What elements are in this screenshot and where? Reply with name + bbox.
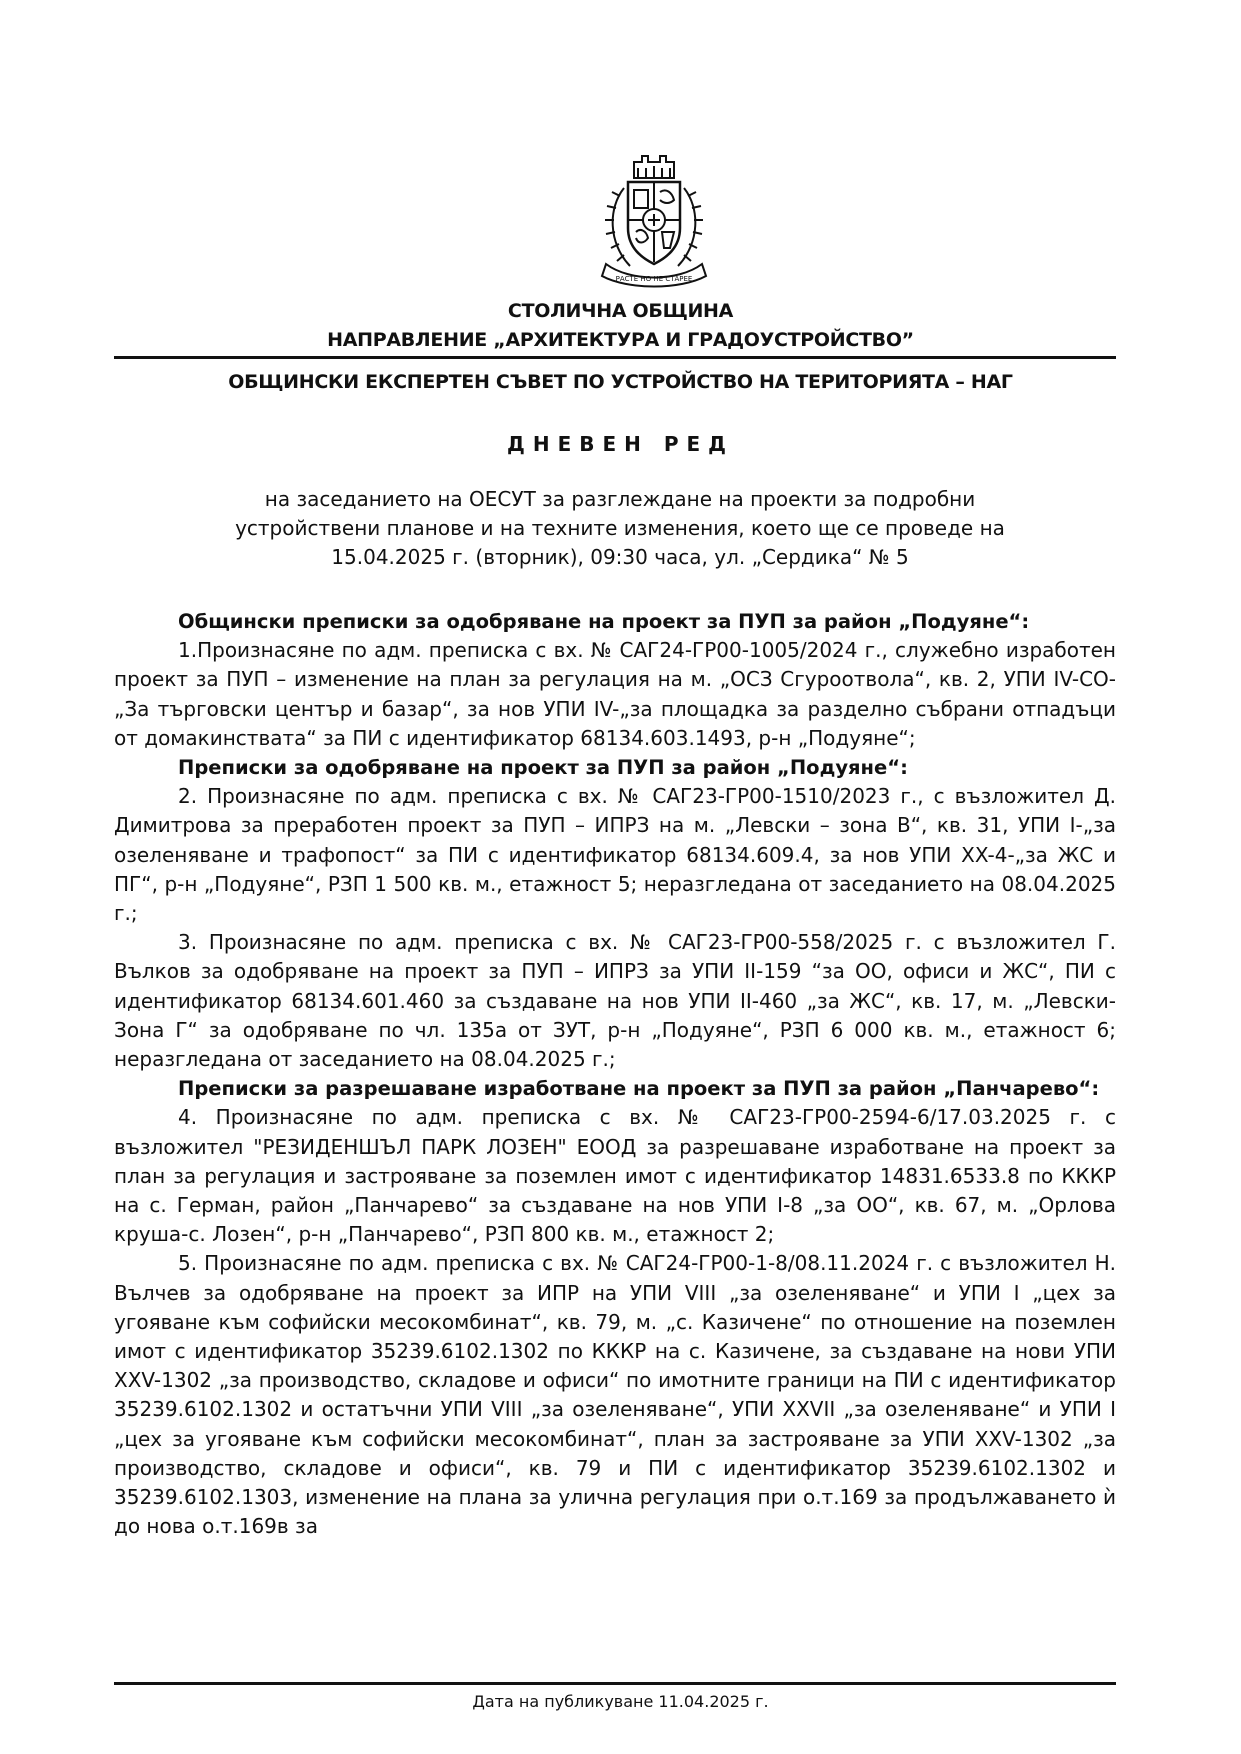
publication-date: Дата на публикуване 11.04.2025 г. <box>472 1692 769 1711</box>
agenda-item: 1.Произнасяне по адм. преписка с вх. № САГ24-ГР00-1005/2024 г., служебно изработен проект за ПУП – изменение на план за регулация на м. „ОСЗ Сгуроотвола“, кв. 2, УПИ IV-СО-„За търговски център и базар“, за нов УПИ IV-„за площадка за разделно събрани отпадъци от домакинствата“ за ПИ с идентификатор 68134.603.1493, р-н „Подуяне“; <box>114 638 1116 750</box>
footer-divider <box>114 1682 1116 1685</box>
council-name: ОБЩИНСКИ ЕКСПЕРТЕН СЪВЕТ ПО УСТРОЙСТВО НА ТЕРИТОРИЯТА – НАГ <box>228 371 1013 393</box>
sofia-coat-of-arms-icon <box>590 148 718 290</box>
agenda-item: 3. Произнасяне по адм. преписка с вх. № САГ23-ГР00-558/2025 г. с възложител Г. Вълков за одобряване на проект за ПУП – ИПРЗ за УПИ II-159 “за ОО, офиси и ЖС“, ПИ с идентификатор 68134.601.460 за създаване на нов УПИ II-460 „за ЖС“, кв. 17, м. „Левски-Зона Г“ за одобряване по чл. 135а от ЗУТ, р-н „Подуяне“, РЗП 6 000 кв. м., етажност 6; неразгледана от заседанието на 08.04.2025 г.; <box>114 930 1116 1072</box>
logo-motto: РАСТЕ НО НЕ СТАРЕЕ <box>615 275 693 283</box>
agenda-item: 5. Произнасяне по адм. преписка с вх. № САГ24-ГР00-1-8/08.11.2024 г. с възложител Н. Вълчев за одобряване на проект за ИПР на УПИ VIII „за озеленяване“ и УПИ I „цех за угояване към софийски месокомбинат“, кв. 79, м. „с. Казичене“ по отношение на поземлен имот с идентификатор 35239.6102.1302 по КККР на с. Казичене, за създаване на нови УПИ XXV-1302 „за производство, складове и офиси“ по имотните граници на ПИ с идентификатор 35239.6102.1302 и остатъчни УПИ VIII „за озеленяване“, УПИ XXVII „за озеленяване“ и УПИ I „цех за угояване към софийски месокомбинат“, план за застрояване за УПИ XXV-1302 „за производство, складове и офиси“, кв. 79 и ПИ с идентификатор 35239.6102.1302 и 35239.6102.1303, изменение на плана за улична регулация при о.т.169 за продължаването ѝ до нова о.т.169в за <box>114 1251 1116 1539</box>
intro-line-1: на заседанието на ОЕСУТ за разглеждане на проекти за подробни <box>264 487 976 511</box>
header-divider <box>114 356 1116 359</box>
section-heading: Общински преписки за одобряване на проект за ПУП за район „Подуяне“: <box>178 610 1030 633</box>
agenda-body <box>114 607 1116 1542</box>
department-name: НАПРАВЛЕНИЕ „АРХИТЕКТУРА И ГРАДОУСТРОЙСТВО” <box>327 329 914 351</box>
document-title: ДНЕВЕН РЕД <box>507 432 734 456</box>
section-heading: Преписки за одобряване на проект за ПУП за район „Подуяне“: <box>178 756 908 780</box>
agenda-item: 2. Произнасяне по адм. преписка с вх. № САГ23-ГР00-1510/2023 г., с възложител Д. Димитрова за преработен проект за ПУП – ИПРЗ на м. „Левски – зона В“, кв. 31, УПИ I-„за озеленяване и трафопост“ за ПИ с идентификатор 68134.609.4, за нов УПИ XX-4-„за ЖС и ПГ“, р-н „Подуяне“, РЗП 1 500 кв. м., етажност 5; неразгледана от заседанието на 08.04.2025 г.; <box>114 784 1116 926</box>
intro-line-2: устройствени планове и на техните изменения, което ще се проведе на <box>235 516 1005 540</box>
organization-name: СТОЛИЧНА ОБЩИНА <box>507 300 734 322</box>
agenda-item: 4. Произнасяне по адм. преписка с вх. № САГ23-ГР00-2594-6/17.03.2025 г. с възложител "РЕЗИДЕНШЪЛ ПАРК ЛОЗЕН" ЕООД за разрешаване изработване на проект за план за регулация и застрояване за поземлен имот с идентификатор 14831.6533.8 по КККР на с. Герман, район „Панчарево“ за създаване на нов УПИ I-8 „за ОО“, кв. 67, м. „Орлова круша-с. Лозен“, р-н „Панчарево“, РЗП 800 кв. м., етажност 2; <box>114 1105 1116 1247</box>
intro-paragraph <box>180 485 1060 572</box>
intro-line-3: 15.04.2025 г. (вторник), 09:30 часа, ул. „Сердика“ № 5 <box>331 545 909 569</box>
section-heading: Преписки за разрешаване изработване на проект за ПУП за район „Панчарево“: <box>178 1077 1100 1101</box>
